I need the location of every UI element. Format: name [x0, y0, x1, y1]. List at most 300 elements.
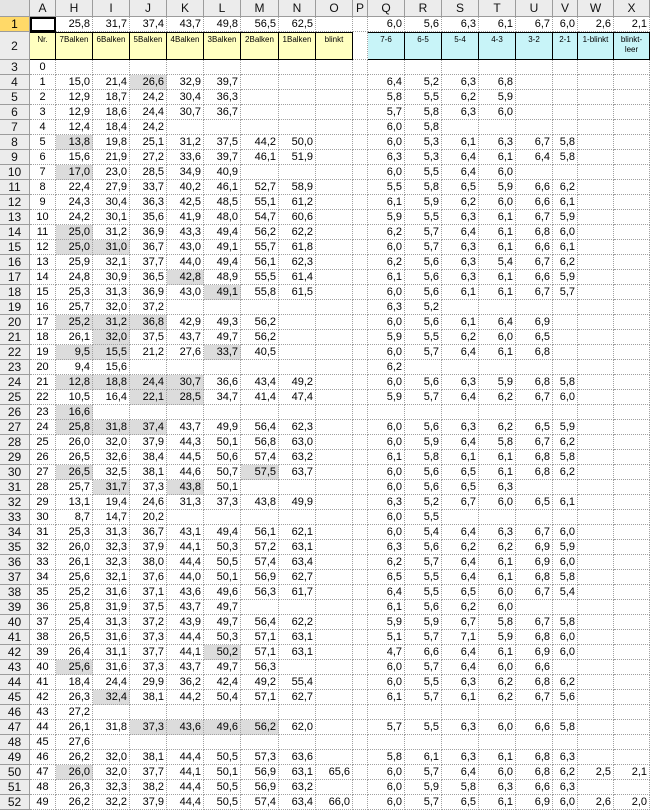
- cell-k34[interactable]: 43,1: [167, 525, 204, 540]
- cell-p16[interactable]: [353, 255, 368, 270]
- cell-t45[interactable]: 6,2: [479, 690, 516, 705]
- cell-p46[interactable]: [353, 705, 368, 720]
- cell-k11[interactable]: 40,2: [167, 180, 204, 195]
- cell-j45[interactable]: 38,1: [130, 690, 167, 705]
- cell-n39[interactable]: [279, 600, 316, 615]
- cell-u3[interactable]: [516, 60, 553, 75]
- cell-k6[interactable]: 30,7: [167, 105, 204, 120]
- cell-j36[interactable]: 38,0: [130, 555, 167, 570]
- cell-o33[interactable]: [316, 510, 353, 525]
- cell-t4[interactable]: 6,8: [479, 75, 516, 90]
- cell-k14[interactable]: 43,3: [167, 225, 204, 240]
- row-header-45[interactable]: 45: [0, 690, 30, 705]
- cell-w25[interactable]: [578, 390, 614, 405]
- cell-s43[interactable]: 6,4: [442, 660, 479, 675]
- cell-l6[interactable]: 36,7: [204, 105, 241, 120]
- cell-v40[interactable]: 5,8: [553, 615, 578, 630]
- cell-o52[interactable]: 66,0: [316, 795, 353, 810]
- row-header-38[interactable]: 38: [0, 585, 30, 600]
- cell-q20[interactable]: 6,0: [368, 315, 405, 330]
- cell-h14[interactable]: 25,0: [56, 225, 93, 240]
- cell-a48[interactable]: 45: [30, 735, 56, 750]
- cell-i17[interactable]: 30,9: [93, 270, 130, 285]
- row-header-48[interactable]: 48: [0, 735, 30, 750]
- cell-u23[interactable]: [516, 360, 553, 375]
- cell-n20[interactable]: [279, 315, 316, 330]
- row-header-10[interactable]: 10: [0, 165, 30, 180]
- cell-t17[interactable]: 6,1: [479, 270, 516, 285]
- cell-i21[interactable]: 32,0: [93, 330, 130, 345]
- cell-m17[interactable]: 55,5: [241, 270, 279, 285]
- row-header-31[interactable]: 31: [0, 480, 30, 495]
- cell-l3[interactable]: [204, 60, 241, 75]
- column-header-h[interactable]: H: [56, 0, 93, 17]
- cell-v6[interactable]: [553, 105, 578, 120]
- cell-j22[interactable]: 21,2: [130, 345, 167, 360]
- row-header-33[interactable]: 33: [0, 510, 30, 525]
- cell-l21[interactable]: 49,7: [204, 330, 241, 345]
- cell-v50[interactable]: 6,2: [553, 765, 578, 780]
- cell-v24[interactable]: 5,8: [553, 375, 578, 390]
- row-header-37[interactable]: 37: [0, 570, 30, 585]
- cell-w9[interactable]: [578, 150, 614, 165]
- cell-o19[interactable]: [316, 300, 353, 315]
- cell-t39[interactable]: 6,0: [479, 600, 516, 615]
- cell-k50[interactable]: 44,1: [167, 765, 204, 780]
- cell-t32[interactable]: 6,0: [479, 495, 516, 510]
- cell-n24[interactable]: 49,2: [279, 375, 316, 390]
- cell-l39[interactable]: 49,7: [204, 600, 241, 615]
- cell-i44[interactable]: 24,4: [93, 675, 130, 690]
- cell-j2[interactable]: 5Balken: [130, 32, 167, 60]
- cell-k1[interactable]: 43,7: [167, 17, 204, 32]
- cell-w14[interactable]: [578, 225, 614, 240]
- cell-x37[interactable]: [614, 570, 650, 585]
- cell-p11[interactable]: [353, 180, 368, 195]
- cell-h5[interactable]: 12,9: [56, 90, 93, 105]
- row-header-11[interactable]: 11: [0, 180, 30, 195]
- cell-u15[interactable]: 6,6: [516, 240, 553, 255]
- cell-l24[interactable]: 36,6: [204, 375, 241, 390]
- cell-p44[interactable]: [353, 675, 368, 690]
- cell-n2[interactable]: 1Balken: [279, 32, 316, 60]
- row-header-2[interactable]: 2: [0, 32, 30, 60]
- cell-i16[interactable]: 32,1: [93, 255, 130, 270]
- cell-i3[interactable]: [93, 60, 130, 75]
- cell-s49[interactable]: 6,3: [442, 750, 479, 765]
- cell-o10[interactable]: [316, 165, 353, 180]
- cell-v21[interactable]: [553, 330, 578, 345]
- cell-q6[interactable]: 5,7: [368, 105, 405, 120]
- cell-o34[interactable]: [316, 525, 353, 540]
- cell-m47[interactable]: 56,2: [241, 720, 279, 735]
- cell-r35[interactable]: 5,6: [405, 540, 442, 555]
- cell-h9[interactable]: 15,6: [56, 150, 93, 165]
- column-header-t[interactable]: T: [479, 0, 516, 17]
- cell-h39[interactable]: 25,8: [56, 600, 93, 615]
- cell-s20[interactable]: 6,1: [442, 315, 479, 330]
- cell-q11[interactable]: 5,5: [368, 180, 405, 195]
- cell-v7[interactable]: [553, 120, 578, 135]
- cell-p29[interactable]: [353, 450, 368, 465]
- cell-j32[interactable]: 24,6: [130, 495, 167, 510]
- cell-s8[interactable]: 6,1: [442, 135, 479, 150]
- cell-s39[interactable]: 6,2: [442, 600, 479, 615]
- cell-u2[interactable]: 3-2: [516, 32, 553, 60]
- cell-n44[interactable]: 55,4: [279, 675, 316, 690]
- cell-h38[interactable]: 25,2: [56, 585, 93, 600]
- cell-q17[interactable]: 6,1: [368, 270, 405, 285]
- row-header-24[interactable]: 24: [0, 375, 30, 390]
- cell-h17[interactable]: 24,8: [56, 270, 93, 285]
- cell-h19[interactable]: 25,7: [56, 300, 93, 315]
- cell-t28[interactable]: 5,8: [479, 435, 516, 450]
- cell-w49[interactable]: [578, 750, 614, 765]
- cell-a1[interactable]: [30, 17, 56, 32]
- row-header-16[interactable]: 16: [0, 255, 30, 270]
- cell-l33[interactable]: [204, 510, 241, 525]
- cell-l36[interactable]: 50,5: [204, 555, 241, 570]
- column-header-j[interactable]: J: [130, 0, 167, 17]
- cell-n34[interactable]: 62,1: [279, 525, 316, 540]
- cell-u49[interactable]: 6,8: [516, 750, 553, 765]
- cell-q40[interactable]: 5,9: [368, 615, 405, 630]
- cell-r22[interactable]: 5,7: [405, 345, 442, 360]
- row-header-44[interactable]: 44: [0, 675, 30, 690]
- cell-u34[interactable]: 6,7: [516, 525, 553, 540]
- cell-o35[interactable]: [316, 540, 353, 555]
- cell-m36[interactable]: 57,4: [241, 555, 279, 570]
- cell-s18[interactable]: 6,1: [442, 285, 479, 300]
- cell-j51[interactable]: 38,2: [130, 780, 167, 795]
- cell-h28[interactable]: 26,0: [56, 435, 93, 450]
- cell-r41[interactable]: 5,7: [405, 630, 442, 645]
- cell-k47[interactable]: 43,6: [167, 720, 204, 735]
- row-header-19[interactable]: 19: [0, 300, 30, 315]
- cell-v47[interactable]: 5,8: [553, 720, 578, 735]
- cell-h1[interactable]: 25,8: [56, 17, 93, 32]
- column-header-n[interactable]: N: [279, 0, 316, 17]
- cell-w27[interactable]: [578, 420, 614, 435]
- cell-w48[interactable]: [578, 735, 614, 750]
- cell-k3[interactable]: [167, 60, 204, 75]
- row-header-12[interactable]: 12: [0, 195, 30, 210]
- cell-v9[interactable]: 5,8: [553, 150, 578, 165]
- cell-x42[interactable]: [614, 645, 650, 660]
- cell-h52[interactable]: 26,2: [56, 795, 93, 810]
- cell-o41[interactable]: [316, 630, 353, 645]
- cell-l42[interactable]: 50,2: [204, 645, 241, 660]
- cell-u11[interactable]: 6,6: [516, 180, 553, 195]
- cell-a14[interactable]: 11: [30, 225, 56, 240]
- cell-m48[interactable]: [241, 735, 279, 750]
- cell-p37[interactable]: [353, 570, 368, 585]
- cell-a19[interactable]: 16: [30, 300, 56, 315]
- cell-s28[interactable]: 6,4: [442, 435, 479, 450]
- cell-w36[interactable]: [578, 555, 614, 570]
- cell-m16[interactable]: 56,1: [241, 255, 279, 270]
- cell-t49[interactable]: 6,1: [479, 750, 516, 765]
- cell-j29[interactable]: 38,4: [130, 450, 167, 465]
- cell-o17[interactable]: [316, 270, 353, 285]
- cell-u4[interactable]: [516, 75, 553, 90]
- cell-h33[interactable]: 8,7: [56, 510, 93, 525]
- cell-r4[interactable]: 5,2: [405, 75, 442, 90]
- cell-v51[interactable]: 6,3: [553, 780, 578, 795]
- cell-o27[interactable]: [316, 420, 353, 435]
- cell-v28[interactable]: 6,2: [553, 435, 578, 450]
- cell-a27[interactable]: 24: [30, 420, 56, 435]
- cell-n36[interactable]: 63,4: [279, 555, 316, 570]
- cell-p14[interactable]: [353, 225, 368, 240]
- cell-r15[interactable]: 5,7: [405, 240, 442, 255]
- cell-q9[interactable]: 6,3: [368, 150, 405, 165]
- cell-m49[interactable]: 57,3: [241, 750, 279, 765]
- cell-t27[interactable]: 6,2: [479, 420, 516, 435]
- cell-l14[interactable]: 49,4: [204, 225, 241, 240]
- cell-t25[interactable]: 6,2: [479, 390, 516, 405]
- cell-m8[interactable]: 44,2: [241, 135, 279, 150]
- cell-p26[interactable]: [353, 405, 368, 420]
- cell-o3[interactable]: [316, 60, 353, 75]
- cell-u41[interactable]: 6,8: [516, 630, 553, 645]
- cell-i29[interactable]: 32,6: [93, 450, 130, 465]
- cell-w52[interactable]: 2,6: [578, 795, 614, 810]
- cell-n12[interactable]: 61,2: [279, 195, 316, 210]
- cell-i52[interactable]: 32,2: [93, 795, 130, 810]
- cell-l18[interactable]: 49,1: [204, 285, 241, 300]
- cell-l22[interactable]: 33,7: [204, 345, 241, 360]
- cell-r12[interactable]: 5,9: [405, 195, 442, 210]
- cell-x43[interactable]: [614, 660, 650, 675]
- cell-j35[interactable]: 37,9: [130, 540, 167, 555]
- cell-w33[interactable]: [578, 510, 614, 525]
- cell-v42[interactable]: 6,0: [553, 645, 578, 660]
- cell-t24[interactable]: 5,9: [479, 375, 516, 390]
- cell-a42[interactable]: 39: [30, 645, 56, 660]
- cell-n19[interactable]: [279, 300, 316, 315]
- cell-a10[interactable]: 7: [30, 165, 56, 180]
- cell-h20[interactable]: 25,2: [56, 315, 93, 330]
- cell-r32[interactable]: 5,2: [405, 495, 442, 510]
- cell-m2[interactable]: 2Balken: [241, 32, 279, 60]
- cell-u20[interactable]: 6,9: [516, 315, 553, 330]
- cell-x21[interactable]: [614, 330, 650, 345]
- select-all-corner[interactable]: [0, 0, 30, 17]
- cell-u38[interactable]: 6,7: [516, 585, 553, 600]
- cell-j48[interactable]: [130, 735, 167, 750]
- column-header-p[interactable]: P: [353, 0, 368, 17]
- cell-i11[interactable]: 27,9: [93, 180, 130, 195]
- cell-k37[interactable]: 44,0: [167, 570, 204, 585]
- cell-l40[interactable]: 49,7: [204, 615, 241, 630]
- row-header-22[interactable]: 22: [0, 345, 30, 360]
- cell-i33[interactable]: 14,7: [93, 510, 130, 525]
- cell-j34[interactable]: 36,7: [130, 525, 167, 540]
- cell-n26[interactable]: [279, 405, 316, 420]
- cell-x45[interactable]: [614, 690, 650, 705]
- cell-h26[interactable]: 16,6: [56, 405, 93, 420]
- cell-r51[interactable]: 5,9: [405, 780, 442, 795]
- cell-r3[interactable]: [405, 60, 442, 75]
- cell-r11[interactable]: 5,8: [405, 180, 442, 195]
- cell-r29[interactable]: 5,8: [405, 450, 442, 465]
- cell-i46[interactable]: [93, 705, 130, 720]
- cell-i12[interactable]: 30,4: [93, 195, 130, 210]
- cell-i39[interactable]: 31,9: [93, 600, 130, 615]
- cell-h46[interactable]: 27,2: [56, 705, 93, 720]
- cell-j8[interactable]: 25,1: [130, 135, 167, 150]
- cell-n11[interactable]: 58,9: [279, 180, 316, 195]
- row-header-46[interactable]: 46: [0, 705, 30, 720]
- cell-n29[interactable]: 63,2: [279, 450, 316, 465]
- cell-p15[interactable]: [353, 240, 368, 255]
- cell-x5[interactable]: [614, 90, 650, 105]
- cell-j25[interactable]: 22,1: [130, 390, 167, 405]
- cell-x13[interactable]: [614, 210, 650, 225]
- cell-l51[interactable]: 50,5: [204, 780, 241, 795]
- cell-x32[interactable]: [614, 495, 650, 510]
- cell-r31[interactable]: 5,6: [405, 480, 442, 495]
- cell-t6[interactable]: 6,0: [479, 105, 516, 120]
- cell-r46[interactable]: [405, 705, 442, 720]
- cell-l19[interactable]: [204, 300, 241, 315]
- column-header-a[interactable]: A: [30, 0, 56, 17]
- cell-m14[interactable]: 56,2: [241, 225, 279, 240]
- cell-i38[interactable]: 31,6: [93, 585, 130, 600]
- cell-o6[interactable]: [316, 105, 353, 120]
- row-header-3[interactable]: 3: [0, 60, 30, 75]
- cell-k36[interactable]: 44,4: [167, 555, 204, 570]
- cell-q36[interactable]: 6,2: [368, 555, 405, 570]
- cell-p17[interactable]: [353, 270, 368, 285]
- cell-v17[interactable]: 5,9: [553, 270, 578, 285]
- cell-v39[interactable]: [553, 600, 578, 615]
- cell-w3[interactable]: [578, 60, 614, 75]
- cell-s26[interactable]: [442, 405, 479, 420]
- cell-i22[interactable]: 15,5: [93, 345, 130, 360]
- cell-l5[interactable]: 36,3: [204, 90, 241, 105]
- cell-m7[interactable]: [241, 120, 279, 135]
- cell-j1[interactable]: 37,4: [130, 17, 167, 32]
- cell-n17[interactable]: 61,4: [279, 270, 316, 285]
- cell-l29[interactable]: 50,6: [204, 450, 241, 465]
- cell-x4[interactable]: [614, 75, 650, 90]
- cell-u46[interactable]: [516, 705, 553, 720]
- cell-w47[interactable]: [578, 720, 614, 735]
- cell-n37[interactable]: 62,7: [279, 570, 316, 585]
- cell-s4[interactable]: 6,3: [442, 75, 479, 90]
- cell-v46[interactable]: [553, 705, 578, 720]
- cell-s31[interactable]: 6,5: [442, 480, 479, 495]
- cell-n30[interactable]: 63,7: [279, 465, 316, 480]
- cell-r36[interactable]: 5,7: [405, 555, 442, 570]
- cell-a22[interactable]: 19: [30, 345, 56, 360]
- column-header-m[interactable]: M: [241, 0, 279, 17]
- cell-o43[interactable]: [316, 660, 353, 675]
- cell-s10[interactable]: 6,4: [442, 165, 479, 180]
- cell-u17[interactable]: 6,6: [516, 270, 553, 285]
- cell-q27[interactable]: 6,0: [368, 420, 405, 435]
- cell-h44[interactable]: 18,4: [56, 675, 93, 690]
- cell-a43[interactable]: 40: [30, 660, 56, 675]
- cell-x25[interactable]: [614, 390, 650, 405]
- cell-h7[interactable]: 12,4: [56, 120, 93, 135]
- cell-w29[interactable]: [578, 450, 614, 465]
- cell-v35[interactable]: 5,9: [553, 540, 578, 555]
- cell-q52[interactable]: 6,0: [368, 795, 405, 810]
- cell-q22[interactable]: 6,0: [368, 345, 405, 360]
- cell-v20[interactable]: [553, 315, 578, 330]
- cell-a31[interactable]: 28: [30, 480, 56, 495]
- cell-x35[interactable]: [614, 540, 650, 555]
- cell-p3[interactable]: [353, 60, 368, 75]
- cell-q30[interactable]: 6,0: [368, 465, 405, 480]
- cell-j15[interactable]: 36,7: [130, 240, 167, 255]
- cell-x26[interactable]: [614, 405, 650, 420]
- cell-p47[interactable]: [353, 720, 368, 735]
- cell-w19[interactable]: [578, 300, 614, 315]
- cell-t31[interactable]: 6,3: [479, 480, 516, 495]
- cell-s48[interactable]: [442, 735, 479, 750]
- cell-j16[interactable]: 37,7: [130, 255, 167, 270]
- cell-s51[interactable]: 5,8: [442, 780, 479, 795]
- cell-r26[interactable]: [405, 405, 442, 420]
- cell-s47[interactable]: 6,3: [442, 720, 479, 735]
- cell-t21[interactable]: 6,0: [479, 330, 516, 345]
- cell-j52[interactable]: 37,9: [130, 795, 167, 810]
- cell-i31[interactable]: 31,7: [93, 480, 130, 495]
- cell-a46[interactable]: 43: [30, 705, 56, 720]
- cell-w10[interactable]: [578, 165, 614, 180]
- cell-v52[interactable]: 6,0: [553, 795, 578, 810]
- cell-i6[interactable]: 18,6: [93, 105, 130, 120]
- cell-h3[interactable]: [56, 60, 93, 75]
- cell-a34[interactable]: 31: [30, 525, 56, 540]
- cell-a23[interactable]: 20: [30, 360, 56, 375]
- cell-i5[interactable]: 18,7: [93, 90, 130, 105]
- cell-r21[interactable]: 5,5: [405, 330, 442, 345]
- cell-k24[interactable]: 30,7: [167, 375, 204, 390]
- cell-t44[interactable]: 6,2: [479, 675, 516, 690]
- cell-o21[interactable]: [316, 330, 353, 345]
- cell-a18[interactable]: 15: [30, 285, 56, 300]
- cell-q42[interactable]: 4,7: [368, 645, 405, 660]
- cell-o49[interactable]: [316, 750, 353, 765]
- cell-w35[interactable]: [578, 540, 614, 555]
- cell-a45[interactable]: 42: [30, 690, 56, 705]
- cell-w11[interactable]: [578, 180, 614, 195]
- cell-r52[interactable]: 5,7: [405, 795, 442, 810]
- cell-j50[interactable]: 37,7: [130, 765, 167, 780]
- cell-q31[interactable]: 6,0: [368, 480, 405, 495]
- cell-m45[interactable]: 57,1: [241, 690, 279, 705]
- cell-w23[interactable]: [578, 360, 614, 375]
- cell-s14[interactable]: 6,4: [442, 225, 479, 240]
- cell-m27[interactable]: 56,4: [241, 420, 279, 435]
- row-header-15[interactable]: 15: [0, 240, 30, 255]
- cell-r8[interactable]: 5,3: [405, 135, 442, 150]
- cell-n51[interactable]: 63,2: [279, 780, 316, 795]
- cell-h16[interactable]: 25,9: [56, 255, 93, 270]
- cell-j4[interactable]: 26,6: [130, 75, 167, 90]
- cell-l27[interactable]: 49,9: [204, 420, 241, 435]
- cell-n48[interactable]: [279, 735, 316, 750]
- cell-o4[interactable]: [316, 75, 353, 90]
- cell-w30[interactable]: [578, 465, 614, 480]
- cell-j37[interactable]: 37,6: [130, 570, 167, 585]
- cell-w5[interactable]: [578, 90, 614, 105]
